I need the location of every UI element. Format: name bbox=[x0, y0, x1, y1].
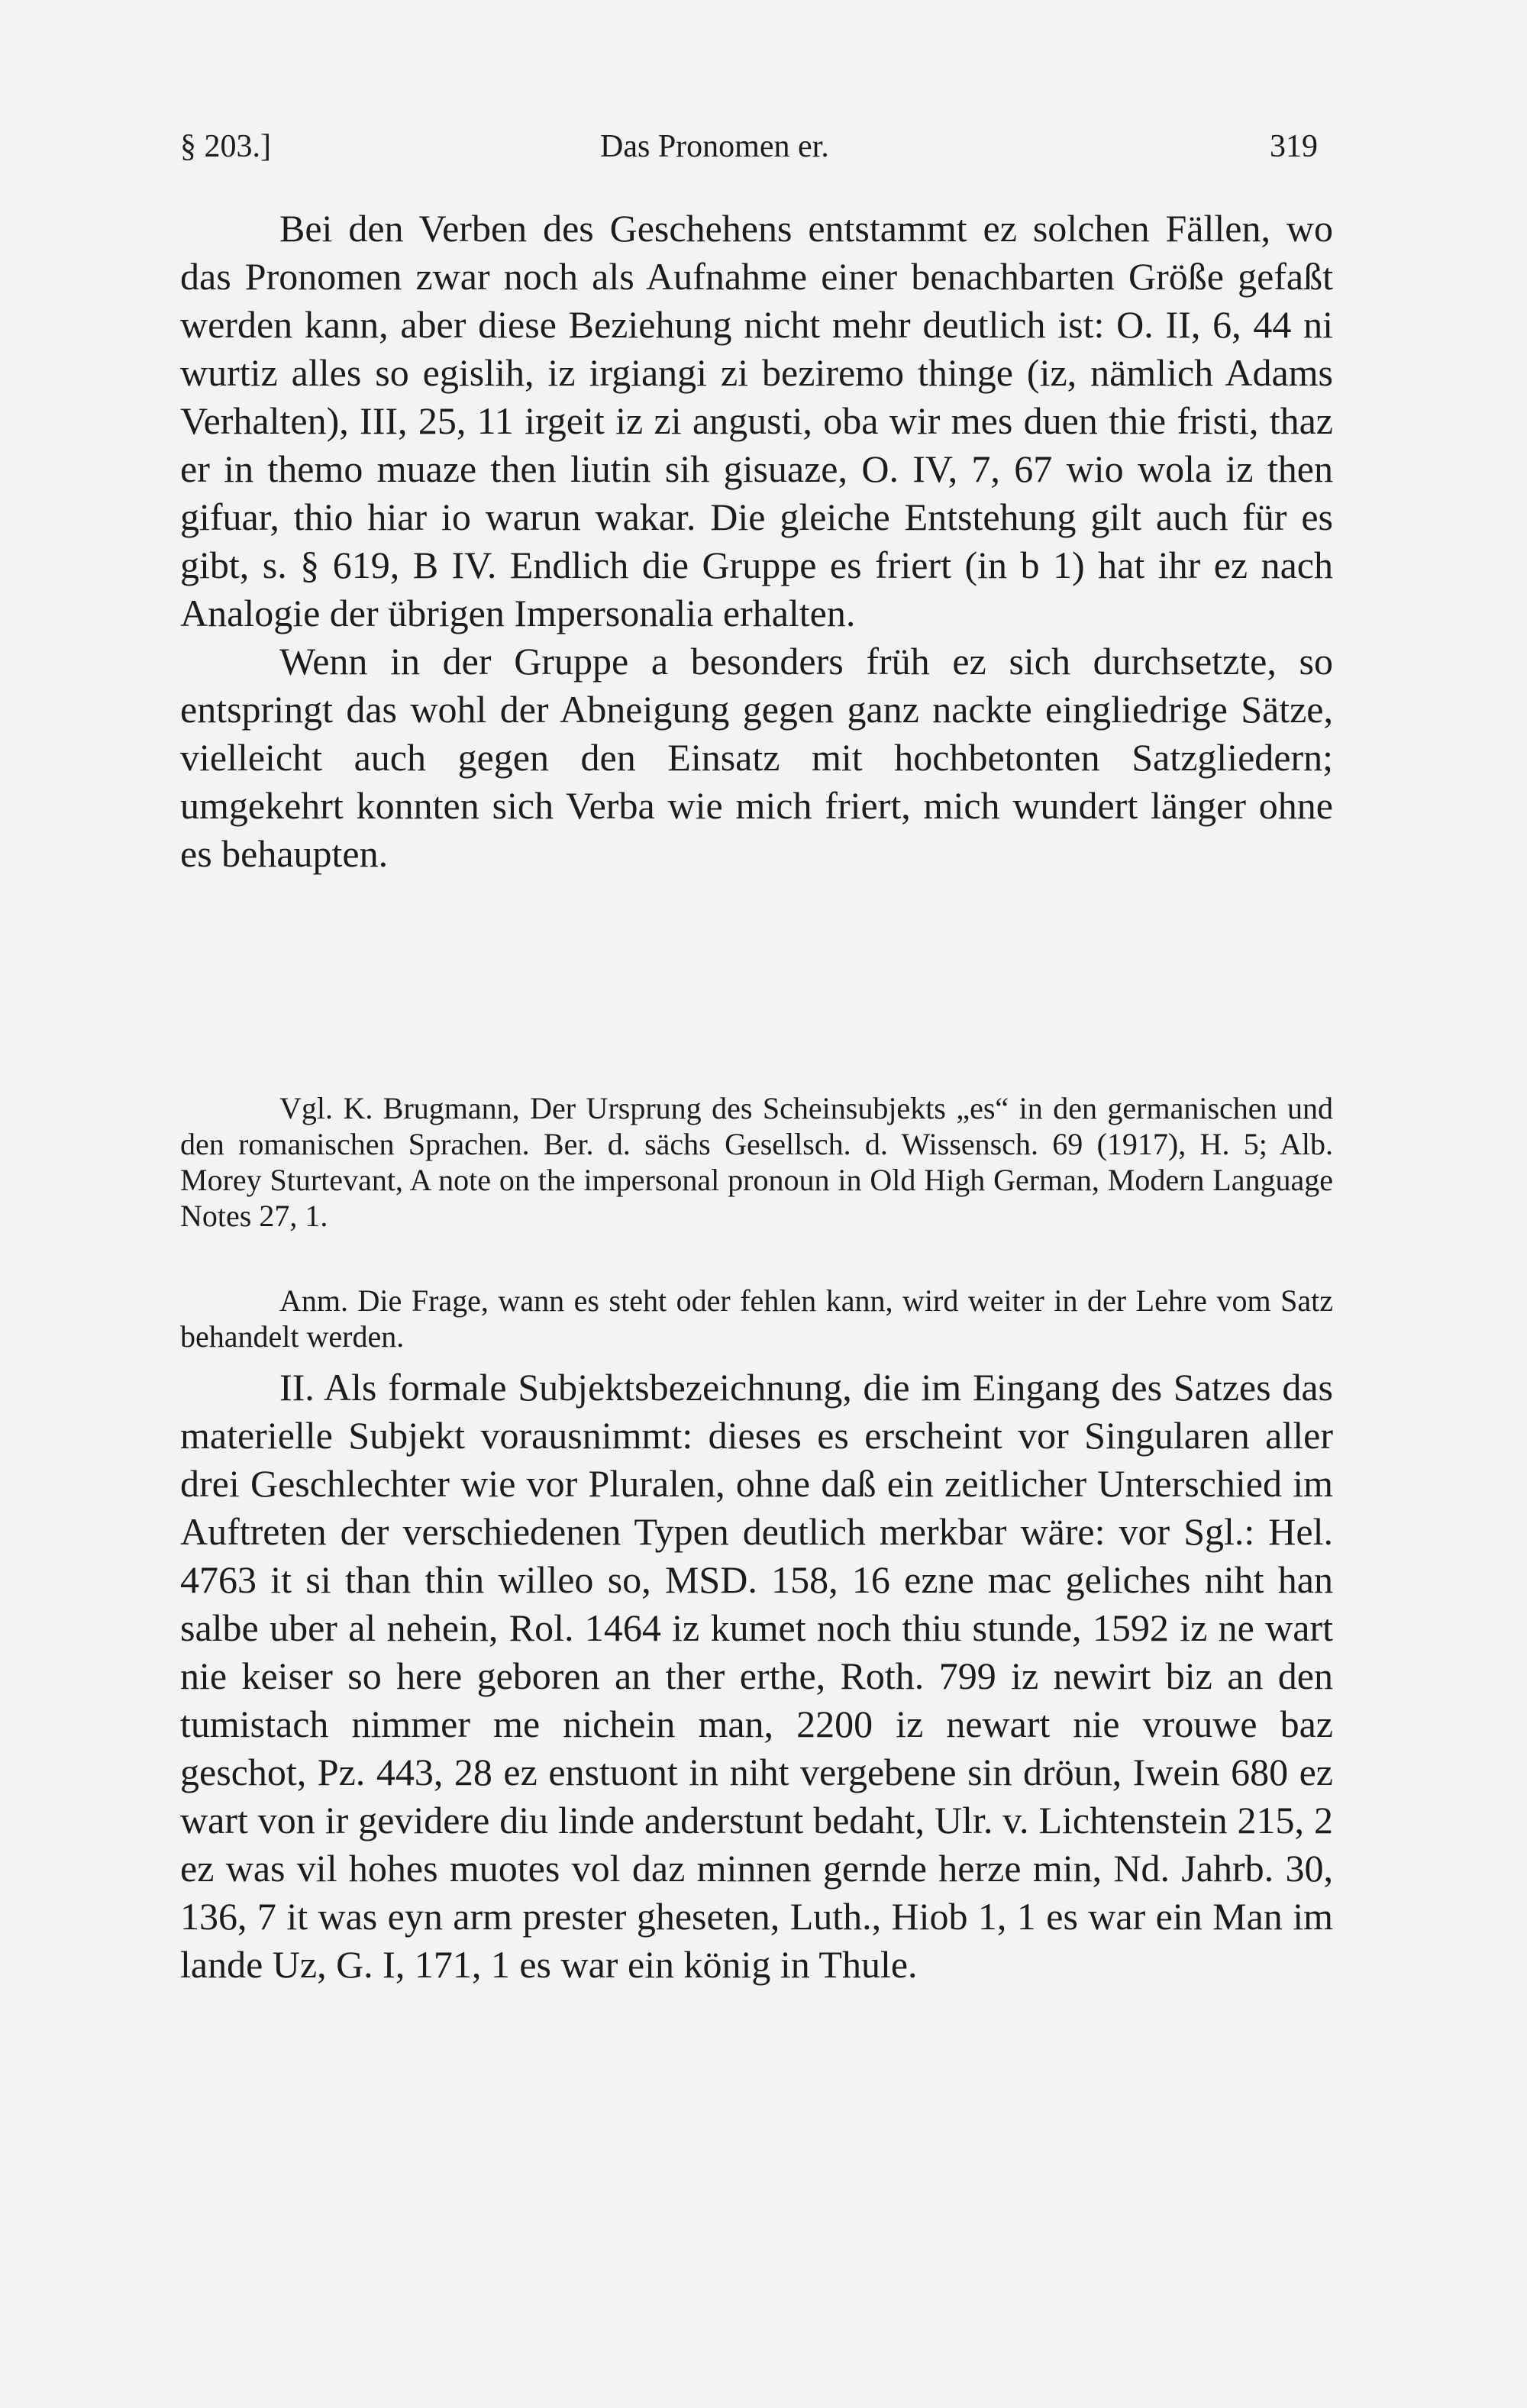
paragraph-3: II. Als formale Subjektsbezeichnung, die im Eingang des Satzes das materielle Subjekt vorausnimmt: dieses es erscheint vor Singularen aller drei Geschlechter wie vor Pluralen, ohne daß ein zeitlicher Unterschied im Auftreten der verschiedenen Typen deutlich merkbar wäre: vor Sgl.: Hel. 4763 it si than thin willeo so, MSD. 158, 16 ezne mac geliches niht han salbe uber al nehein, Rol. 1464 iz kumet noch thiu stunde, 1592 iz ne wart nie keiser so here geboren an ther erthe, Roth. 799 iz newirt biz an den tumistach nimmer me nichein man, 2200 iz newart nie vrouwe baz geschot, Pz. 443, 28 ez enstuont in niht vergebene sin dröun, Iwein 680 ez wart von ir gevidere diu linde anderstunt bedaht, Ulr. v. Lichtenstein 215, 2 ez was vil hohes muotes vol daz minnen gernde herze min, Nd. Jahrb. 30, 136, 7 it was eyn arm prester gheseten, Luth., Hiob 1, 1 es war ein Man im lande Uz, G. I, 171, 1 es war ein könig in Thule. bbox=[180, 1366, 1333, 1986]
running-title: Das Pronomen er. bbox=[600, 129, 829, 164]
main-text-block-1 bbox=[180, 205, 1333, 878]
literature-note: Vgl. K. Brugmann, Der Ursprung des Scheinsubjekts „es“ in den germanischen und den romanischen Sprachen. Ber. d. sächs Gesellsch. d. Wissensch. 69 (1917), H. 5; Alb. Morey Sturtevant, A note on the impersonal pronoun in Old High German, Modern Language Notes 27, 1. bbox=[180, 1091, 1333, 1233]
anmerkung-block bbox=[180, 1283, 1333, 1354]
running-header bbox=[180, 128, 1318, 174]
paragraph-1: Bei den Verben des Geschehens entstammt ez solchen Fällen, wo das Pronomen zwar noch als Aufnahme einer benachbarten Größe gefaßt werden kann, aber diese Beziehung nicht mehr deutlich ist: O. II, 6, 44 ni wurtiz alles so egislih, iz irgiangi zi beziremo thinge (iz, nämlich Adams Verhalten), III, 25, 11 irgeit iz zi angusti, oba wir mes duen thie fristi, thaz er in themo muaze then liutin sih gisuaze, O. IV, 7, 67 wio wola iz then gifuar, thio hiar io warun wakar. Die gleiche Entstehung gilt auch für es gibt, s. § 619, B IV. Endlich die Gruppe es friert (in b 1) hat ihr ez nach Analogie der übrigen Impersonalia erhalten. bbox=[180, 207, 1333, 634]
paragraph-2: Wenn in der Gruppe a besonders früh ez sich durchsetzte, so entspringt das wohl der Abneigung gegen ganz nackte eingliedrige Sätze, vielleicht auch gegen den Einsatz mit hochbetonten Satzgliedern; umgekehrt konnten sich Verba wie mich friert, mich wundert länger ohne es behaupten. bbox=[180, 640, 1333, 875]
main-text-block-2 bbox=[180, 1364, 1333, 1989]
section-reference: § 203.] bbox=[180, 129, 271, 164]
page-number: 319 bbox=[1270, 129, 1318, 164]
anmerkung-note: Anm. Die Frage, wann es steht oder fehlen kann, wird weiter in der Lehre vom Satz behandelt werden. bbox=[180, 1283, 1333, 1354]
literature-note-block bbox=[180, 1090, 1333, 1234]
